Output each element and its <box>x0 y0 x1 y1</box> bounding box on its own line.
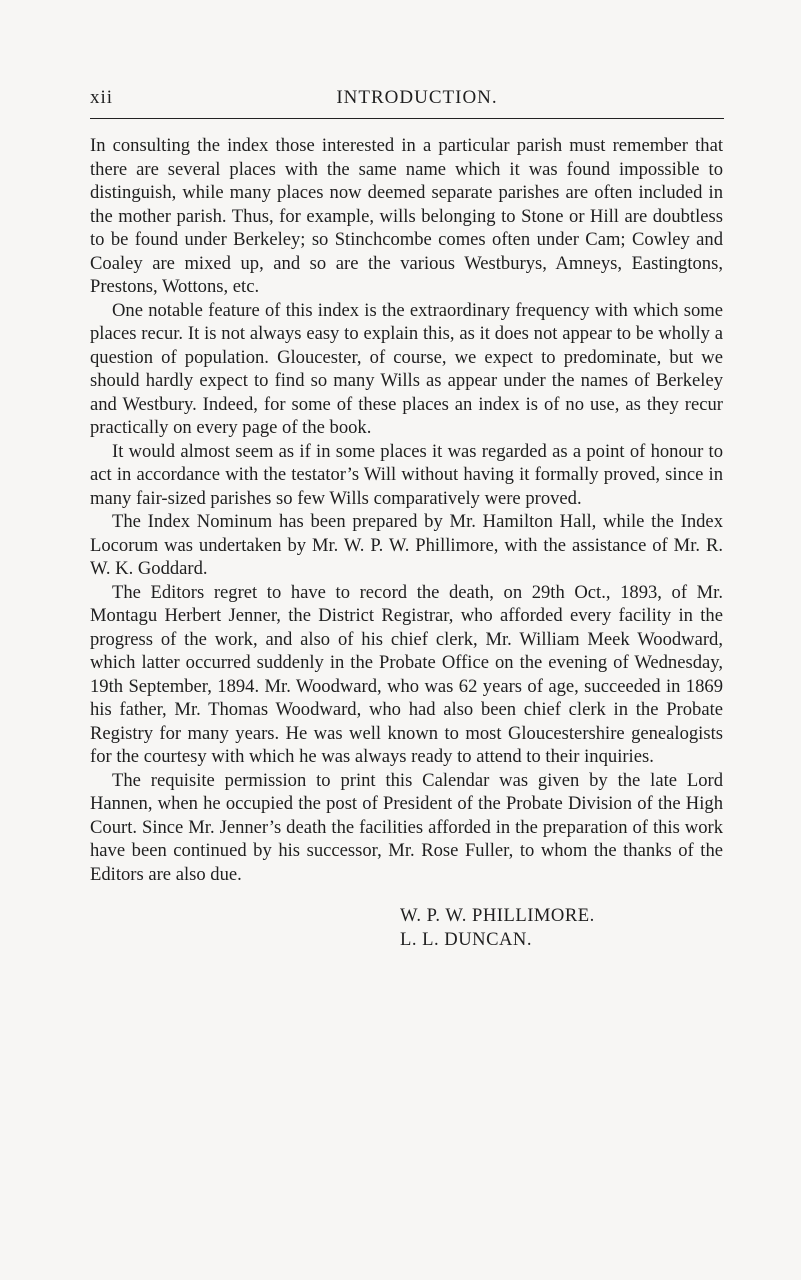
body-text <box>90 134 723 886</box>
paragraph: It would almost seem as if in some places it was regarded as a point of honour to act in accordance with the testator’s Will without having it formally proved, since in many fair-sized parishes so few Wills comparatively were proved. <box>90 440 723 509</box>
paragraph: The Editors regret to have to record the death, on 29th Oct., 1893, of Mr. Montagu Herbert Jenner, the District Registrar, who afforded every facility in the progress of the work, and also of his chief clerk, Mr. William Meek Woodward, which latter occurred suddenly in the Probate Office on the evening of Wednesday, 19th September, 1894. Mr. Woodward, who was 62 years of age, succeeded in 1869 his father, Mr. Thomas Woodward, who had also been chief clerk in the Probate Registry for many years. He was well known to most Gloucestershire genealogists for the courtesy with which he was always ready to attend to their inquiries. <box>90 581 723 767</box>
page-title: INTRODUCTION. <box>336 87 498 108</box>
paragraph: In consulting the index those interested in a particular parish must remember that there are several places with the same name which it was found impossible to distinguish, while many places now deemed separate parishes are often included in the mother parish. Thus, for example, wills belonging to Stone or Hill are doubtless to be found under Berkeley; so Stinchcombe comes often under Cam; Cowley and Coaley are mixed up, and so are the various Westburys, Amneys, Eastingtons, Prestons, Wottons, etc. <box>90 135 723 297</box>
signature-duncan: L. L. DUNCAN. <box>400 928 532 950</box>
paragraph: The requisite permission to print this Calendar was given by the late Lord Hannen, when he occupied the post of President of the Probate Division of the High Court. Since Mr. Jenner’s death the facilities afforded in the preparation of this work have been continued by his successor, Mr. Rose Fuller, to whom the thanks of the Editors are also due. <box>90 769 723 885</box>
paragraph: The Index Nominum has been prepared by Mr. Hamilton Hall, while the Index Locorum was undertaken by Mr. W. P. W. Phillimore, with the assistance of Mr. R. W. K. Goddard. <box>90 511 723 579</box>
signature-phillimore: W. P. W. PHILLIMORE. <box>400 905 595 926</box>
page-number: xii <box>90 87 114 108</box>
paragraph: One notable feature of this index is the extraordinary frequency with which some places recur. It is not always easy to explain this, as it does not appear to be wholly a question of population. Gloucester, of course, we expect to predominate, but we should hardly expect to find so many Wills as appear under the names of Berkeley and Westbury. Indeed, for some of these places an index is of no use, as they recur practically on every page of the book. <box>90 299 723 438</box>
header-rule <box>90 118 724 119</box>
running-head <box>90 87 724 117</box>
signature-block <box>400 904 700 951</box>
